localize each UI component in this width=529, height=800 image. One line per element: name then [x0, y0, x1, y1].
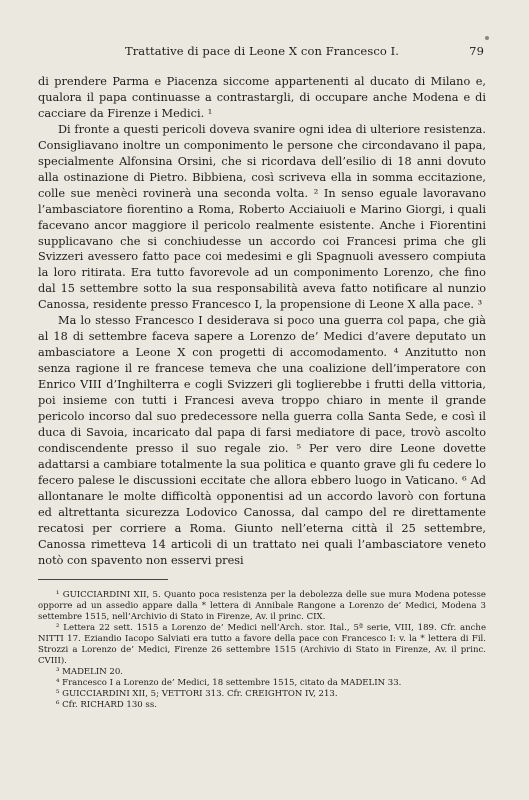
footnote: ¹ GUICCIARDINI XII, 5. Quanto poca resistenza per la debolezza delle sue mura Modena potesse opporre ad un assedio appare dalla * lettera di Annibale Rangone a Lorenzo de’ Medici, Modena 3 settembre 1515, nell’Archivio di Stato in Firenze, Av. il princ. CIX.	[38, 589, 486, 622]
footnote: ² Lettera 22 sett. 1515 a Lorenzo de’ Medici nell’Arch. stor. Ital., 5ª serie, VIII, 189. Cfr. anche NITTI 17. Eziandio Iacopo Salviati era tutto a favore della pace con Francesco I: v. la * lettera di Fil. Strozzi a Lorenzo de’ Medici, Firenze 26 settembre 1515 (Archivio di Stato in Firenze, Av. il princ. CVIII).	[38, 622, 486, 667]
running-title: Trattative di pace di Leone X con Francesco I.	[124, 44, 400, 58]
paragraph: di prendere Parma e Piacenza siccome appartenenti al ducato di Milano e, qualora il papa continuasse a contrastargli, di occupare anche Modena e di cacciare da Firenze i Medici. ¹	[38, 75, 486, 120]
footnote: ⁶ Cfr. RICHARD 130 ss.	[56, 700, 157, 711]
footnote: ³ MADELIN 20.	[56, 667, 123, 678]
footnote: ⁵ GUICCIARDINI XII, 5; VETTORI 313. Cfr. CREIGHTON IV, 213.	[56, 689, 338, 700]
page-number: 79	[469, 44, 484, 58]
running-header	[38, 44, 486, 60]
footnotes	[38, 590, 486, 712]
footnote: ⁴ Francesco I a Lorenzo de’ Medici, 18 settembre 1515, citato da MADELIN 33.	[56, 678, 402, 689]
paragraph: Di fronte a questi pericoli doveva svanire ogni idea di ulteriore resistenza. Consigliavano inoltre un componimento le persone che circondavano il papa, specialmente Alfonsina Orsini, che si ricordava dell’esilio di 18 anni dovuto alla ostinazione di Pietro. Bibbiena, così scriveva ella in somma eccitazione, colle sue menèci rovinerà una seconda volta. ² In senso eguale lavoravano l’ambasciatore fiorentino a Roma, Roberto Acciaiuoli e Marino Giorgi, i quali facevano ancor maggiore il pericolo realmente esistente. Anche i Fiorentini supplicavano che si conchiudesse un accordo coi Francesi prima che gli Svizzeri avessero fatto pace coi medesimi e gli Spagnuoli avessero compiuta la loro ritirata. Era tutto favorevole ad un componimento Lorenzo, che fino dal 15 settembre sotto la sua responsabilità aveva fatto notificare al nunzio Canossa, residente presso Francesco I, la propensione di Leone X alla pace. ³	[38, 122, 486, 312]
main-text	[38, 74, 486, 569]
page-speck	[485, 36, 489, 40]
footnote-divider	[38, 579, 168, 580]
paragraph: Ma lo stesso Francesco I desiderava si poco una guerra col papa, che già al 18 di settembre faceva sapere a Lorenzo de’ Medici d’avere deputato un ambasciatore a Leone X con progetti di accomodamento. ⁴ Anzitutto non senza ragione il re francese temeva che una coalizione dell’imperatore con Enrico VIII d’Inghilterra e cogli Svizzeri gli toglierebbe i frutti della vittoria, poi insieme con tutti i Francesi aveva troppo chiaro in mente il grande pericolo incorso dal suo predecessore nella guerra colla Santa Sede, e così il duca di Savoia, incaricato dal papa di farsi mediatore di pace, trovò ascolto condiscendente presso il suo regale zio. ⁵ Per vero dire Leone dovette adattarsi a cambiare totalmente la sua politica e quanto grave gli fu cedere lo fecero palese le discussioni eccitate che allora ebbero luogo in Vaticano. ⁶ Ad allontanare le molte difficoltà opponentisi ad un accordo lavorò con fortuna ed altrettanta sicurezza Lodovico Canossa, dal campo del re direttamente recatosi per corriere a Roma. Giunto nell’eterna città il 25 settembre, Canossa rimetteva 14 articoli di un trattato nei quali l’ambasciatore veneto notò con spavento non esservi presi	[38, 314, 486, 567]
